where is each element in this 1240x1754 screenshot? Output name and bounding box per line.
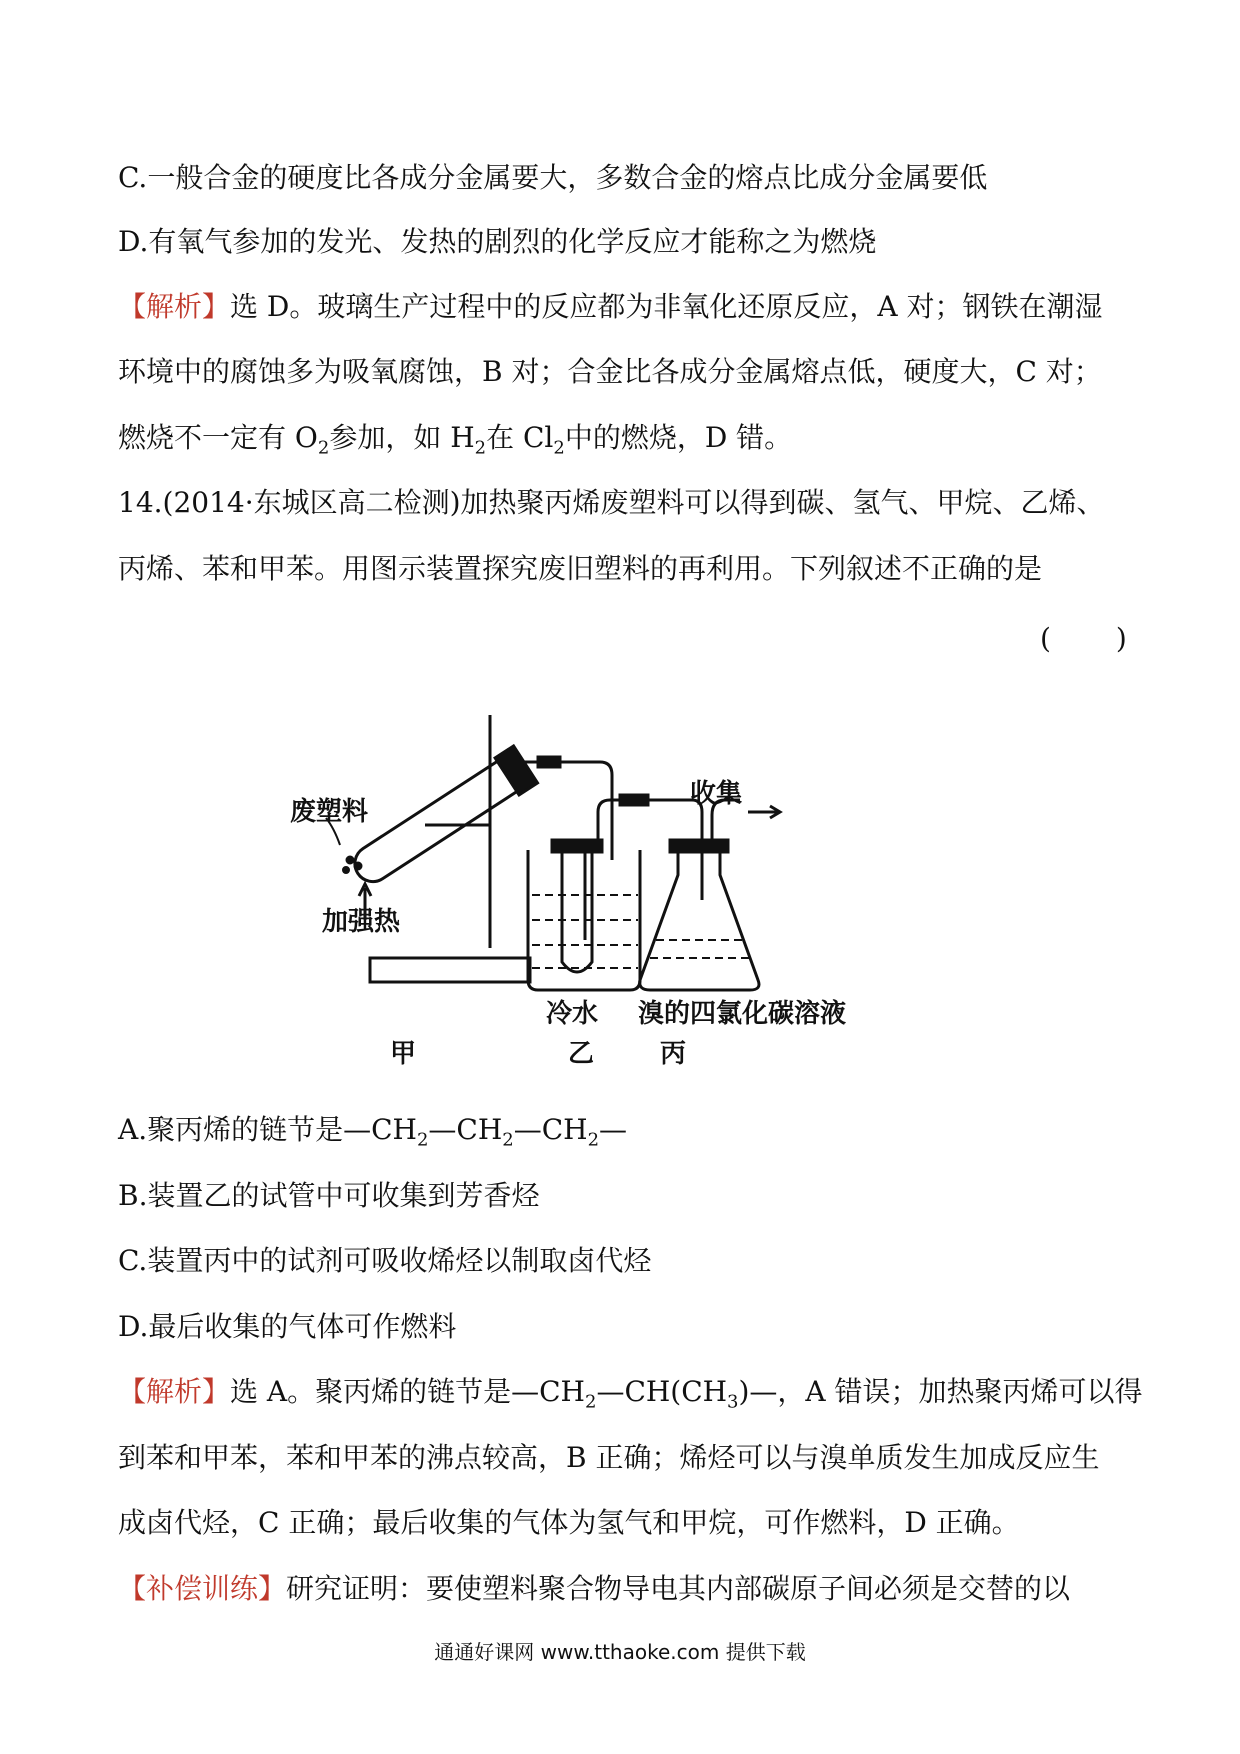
- subscript: 2: [474, 437, 487, 459]
- subscript: 2: [317, 437, 330, 459]
- text-run: —CH(CH: [596, 1375, 728, 1408]
- label-jia: 甲: [390, 1039, 417, 1069]
- subscript: 2: [502, 1129, 514, 1151]
- text-run: —CH: [513, 1113, 588, 1146]
- test-tube-yi: [562, 850, 592, 972]
- label-collect: 收集: [690, 779, 743, 809]
- subscript: 2: [416, 1129, 429, 1151]
- label-waste-plastic: 废塑料: [290, 797, 369, 827]
- text-run: —CH: [428, 1113, 503, 1146]
- label-yi: 乙: [568, 1039, 595, 1069]
- question-14-line-1: 14.(2014·东城区高二检测)加热聚丙烯废塑料可以得到碳、氢气、甲烷、乙烯、: [118, 486, 1105, 519]
- supplement-training: [118, 1571, 1070, 1607]
- text-run: 在 Cl: [486, 421, 554, 454]
- answer-bracket: ( ): [1040, 622, 1155, 655]
- supplement-text: 研究证明：要使塑料聚合物导电其内部碳原子间必须是交替的以: [286, 1572, 1071, 1605]
- analysis-2-line-1: [118, 1374, 1143, 1421]
- text-run: )—，A 错误；加热聚丙烯可以得: [738, 1375, 1143, 1408]
- subscript: 2: [584, 1391, 597, 1413]
- label-heat: 加强热: [322, 907, 401, 937]
- label-bing: 丙: [660, 1039, 687, 1069]
- analysis-2-line-3: 成卤代烃，C 正确；最后收集的气体为氢气和甲烷，可作燃料，D 正确。: [118, 1506, 1020, 1539]
- label-bromine-solution: 溴的四氯化碳溶液: [638, 999, 847, 1029]
- text-run: A.聚丙烯的链节是—CH: [118, 1113, 417, 1146]
- option-d: D.最后收集的气体可作燃料: [118, 1310, 457, 1343]
- text-run: 中的燃烧，D 错。: [564, 421, 793, 454]
- subscript: 2: [587, 1129, 600, 1151]
- text-run: 参加，如 H: [329, 421, 475, 454]
- stand-base: [370, 958, 530, 982]
- text-run: —: [599, 1113, 628, 1146]
- analysis-tag: 【解析】: [118, 1375, 231, 1408]
- test-tube-jia: [346, 746, 538, 892]
- analysis-1-line-3: [118, 420, 792, 467]
- analysis-2-line-2: 到苯和甲苯，苯和甲苯的沸点较高，B 正确；烯烃可以与溴单质发生加成反应生: [118, 1441, 1100, 1474]
- footer: 通通好课网 www.tthaoke.com 提供下载: [434, 1640, 806, 1664]
- option-a: [118, 1112, 627, 1159]
- text-run: 燃烧不一定有 O: [118, 421, 318, 454]
- analysis-text: 选 D。玻璃生产过程中的反应都为非氧化还原反应，A 对；钢铁在潮湿: [230, 290, 1103, 323]
- option-c-previous: C.一般合金的硬度比各成分金属要大，多数合金的熔点比成分金属要低: [118, 161, 988, 194]
- subscript: 2: [553, 437, 565, 459]
- subscript: 3: [727, 1391, 739, 1413]
- question-14-line-2: 丙烯、苯和甲苯。用图示装置探究废旧塑料的再利用。下列叙述不正确的是: [118, 552, 1043, 585]
- option-d-previous: D.有氧气参加的发光、发热的剧烈的化学反应才能称之为燃烧: [118, 225, 877, 258]
- analysis-tag: 【解析】: [118, 290, 231, 323]
- option-b: B.装置乙的试管中可收集到芳香烃: [118, 1179, 540, 1212]
- label-cold-water: 冷水: [546, 999, 599, 1029]
- analysis-1-line-1: [118, 289, 1103, 325]
- supplement-tag: 【补偿训练】: [118, 1572, 287, 1605]
- flask-bing: [640, 850, 759, 990]
- analysis-1-line-2: 环境中的腐蚀多为吸氧腐蚀，B 对；合金比各成分金属熔点低，硬度大，C 对；: [118, 355, 1102, 388]
- text-run: 选 A。聚丙烯的链节是—CH: [230, 1375, 585, 1408]
- option-c: C.装置丙中的试剂可吸收烯烃以制取卤代烃: [118, 1244, 652, 1277]
- apparatus-figure: [290, 700, 940, 1080]
- bromine-liquid: [650, 940, 750, 958]
